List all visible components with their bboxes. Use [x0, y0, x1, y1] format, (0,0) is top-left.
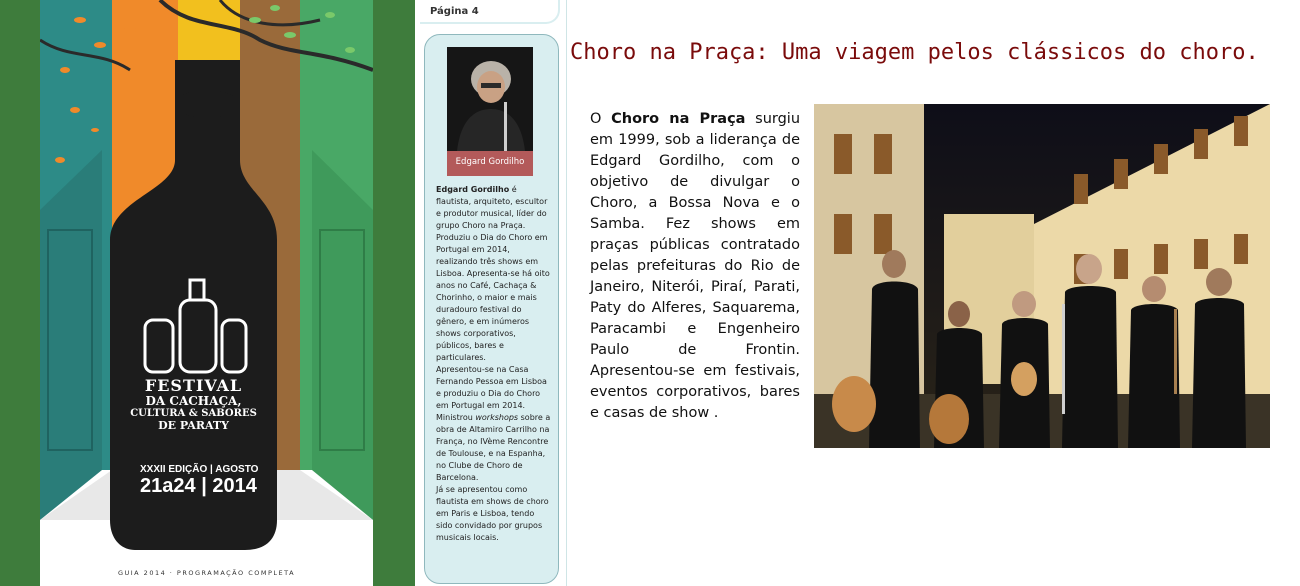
- group-photo: [814, 104, 1270, 448]
- bio-name: Edgard Gordilho: [436, 185, 510, 194]
- portrait-photo: [447, 47, 533, 151]
- festival-logo: [110, 376, 277, 432]
- group-name: Choro na Praça: [611, 111, 746, 127]
- month-text: AGOSTO: [215, 464, 259, 475]
- poster-illustration: [40, 0, 373, 586]
- festival-name-line3: DE PARATY: [158, 419, 229, 432]
- bio-text: [436, 184, 553, 544]
- article-lead: O: [590, 111, 612, 127]
- column-divider: [566, 0, 567, 586]
- bio-p1: é flautista, arquiteto, escultor e produtor musical, líder do grupo Choro na Praça. Produziu o Dia do Choro em Portugal em 2014, realizando três shows em Lisboa. Apresenta-se há oito anos no Café, Cachaça & Chorinho, o maior e mais duradouro festival do gênero, e em inúmeros shows corporativos, públicos, bares e particulares.: [436, 185, 550, 362]
- festival-word: FESTIVAL: [144, 376, 243, 395]
- festival-poster: [0, 0, 415, 586]
- poster-footer: GUIA 2014 · PROGRAMAÇÃO COMPLETA: [40, 560, 373, 586]
- year-text: 2014: [212, 475, 257, 497]
- bio-p2-em: workshops: [475, 413, 519, 422]
- festival-name-line1: DA CACHAÇA,: [145, 394, 242, 408]
- article-headline: Choro na Praça: Uma viagem pelos clássicos do choro.: [570, 40, 1259, 65]
- article-paragraph: [590, 109, 800, 424]
- article-body: [590, 109, 800, 424]
- days-text: 21a24: [140, 475, 196, 497]
- band-photo-image: [814, 104, 1270, 448]
- bio-p2a: Apresentou-se na Casa Fernando Pessoa em Lisboa e produziu o Dia do Choro em Portugal em 2014. Ministrou: [436, 365, 547, 422]
- page-number: Página 4: [430, 6, 479, 17]
- poster-artwork: [40, 0, 373, 586]
- bio-paragraph-3: Já se apresentou como flautista em shows de choro em Paris e Lisboa, tendo sido convidado por grupos musicais locais.: [436, 485, 549, 542]
- festival-dates: XXXII EDIÇÃO | AGOSTO 21a24 | 2014: [140, 464, 259, 497]
- musician-portrait-image: [447, 47, 533, 151]
- festival-name-line2: CULTURA & SABORES: [130, 408, 257, 419]
- bio-paragraph-2: [436, 364, 553, 484]
- article-body-text: surgiu em 1999, sob a liderança de Edgard Gordilho, com o objetivo de divulgar o Choro, a Bossa Nova e o Samba. Fez shows em praças públicas contratado pelas prefeituras do Rio de Janeiro, Niterói, Piraí, Parati, Paty do Alferes, Saquarema, Paracambi e Engenheiro Paulo de Frontin. Apresentou-se em festivais, eventos corporativos, bares e casas de show .: [590, 111, 801, 421]
- bio-p2b: sobre a obra de Altamiro Carrilho na França, no IVème Rencontre de Toulouse, e na Espanha, no Clube de Choro de Barcelona.: [436, 413, 551, 482]
- bio-paragraph-1: [436, 184, 553, 364]
- edition-text: XXXII EDIÇÃO: [140, 464, 208, 475]
- portrait-caption: Edgard Gordilho: [447, 151, 533, 176]
